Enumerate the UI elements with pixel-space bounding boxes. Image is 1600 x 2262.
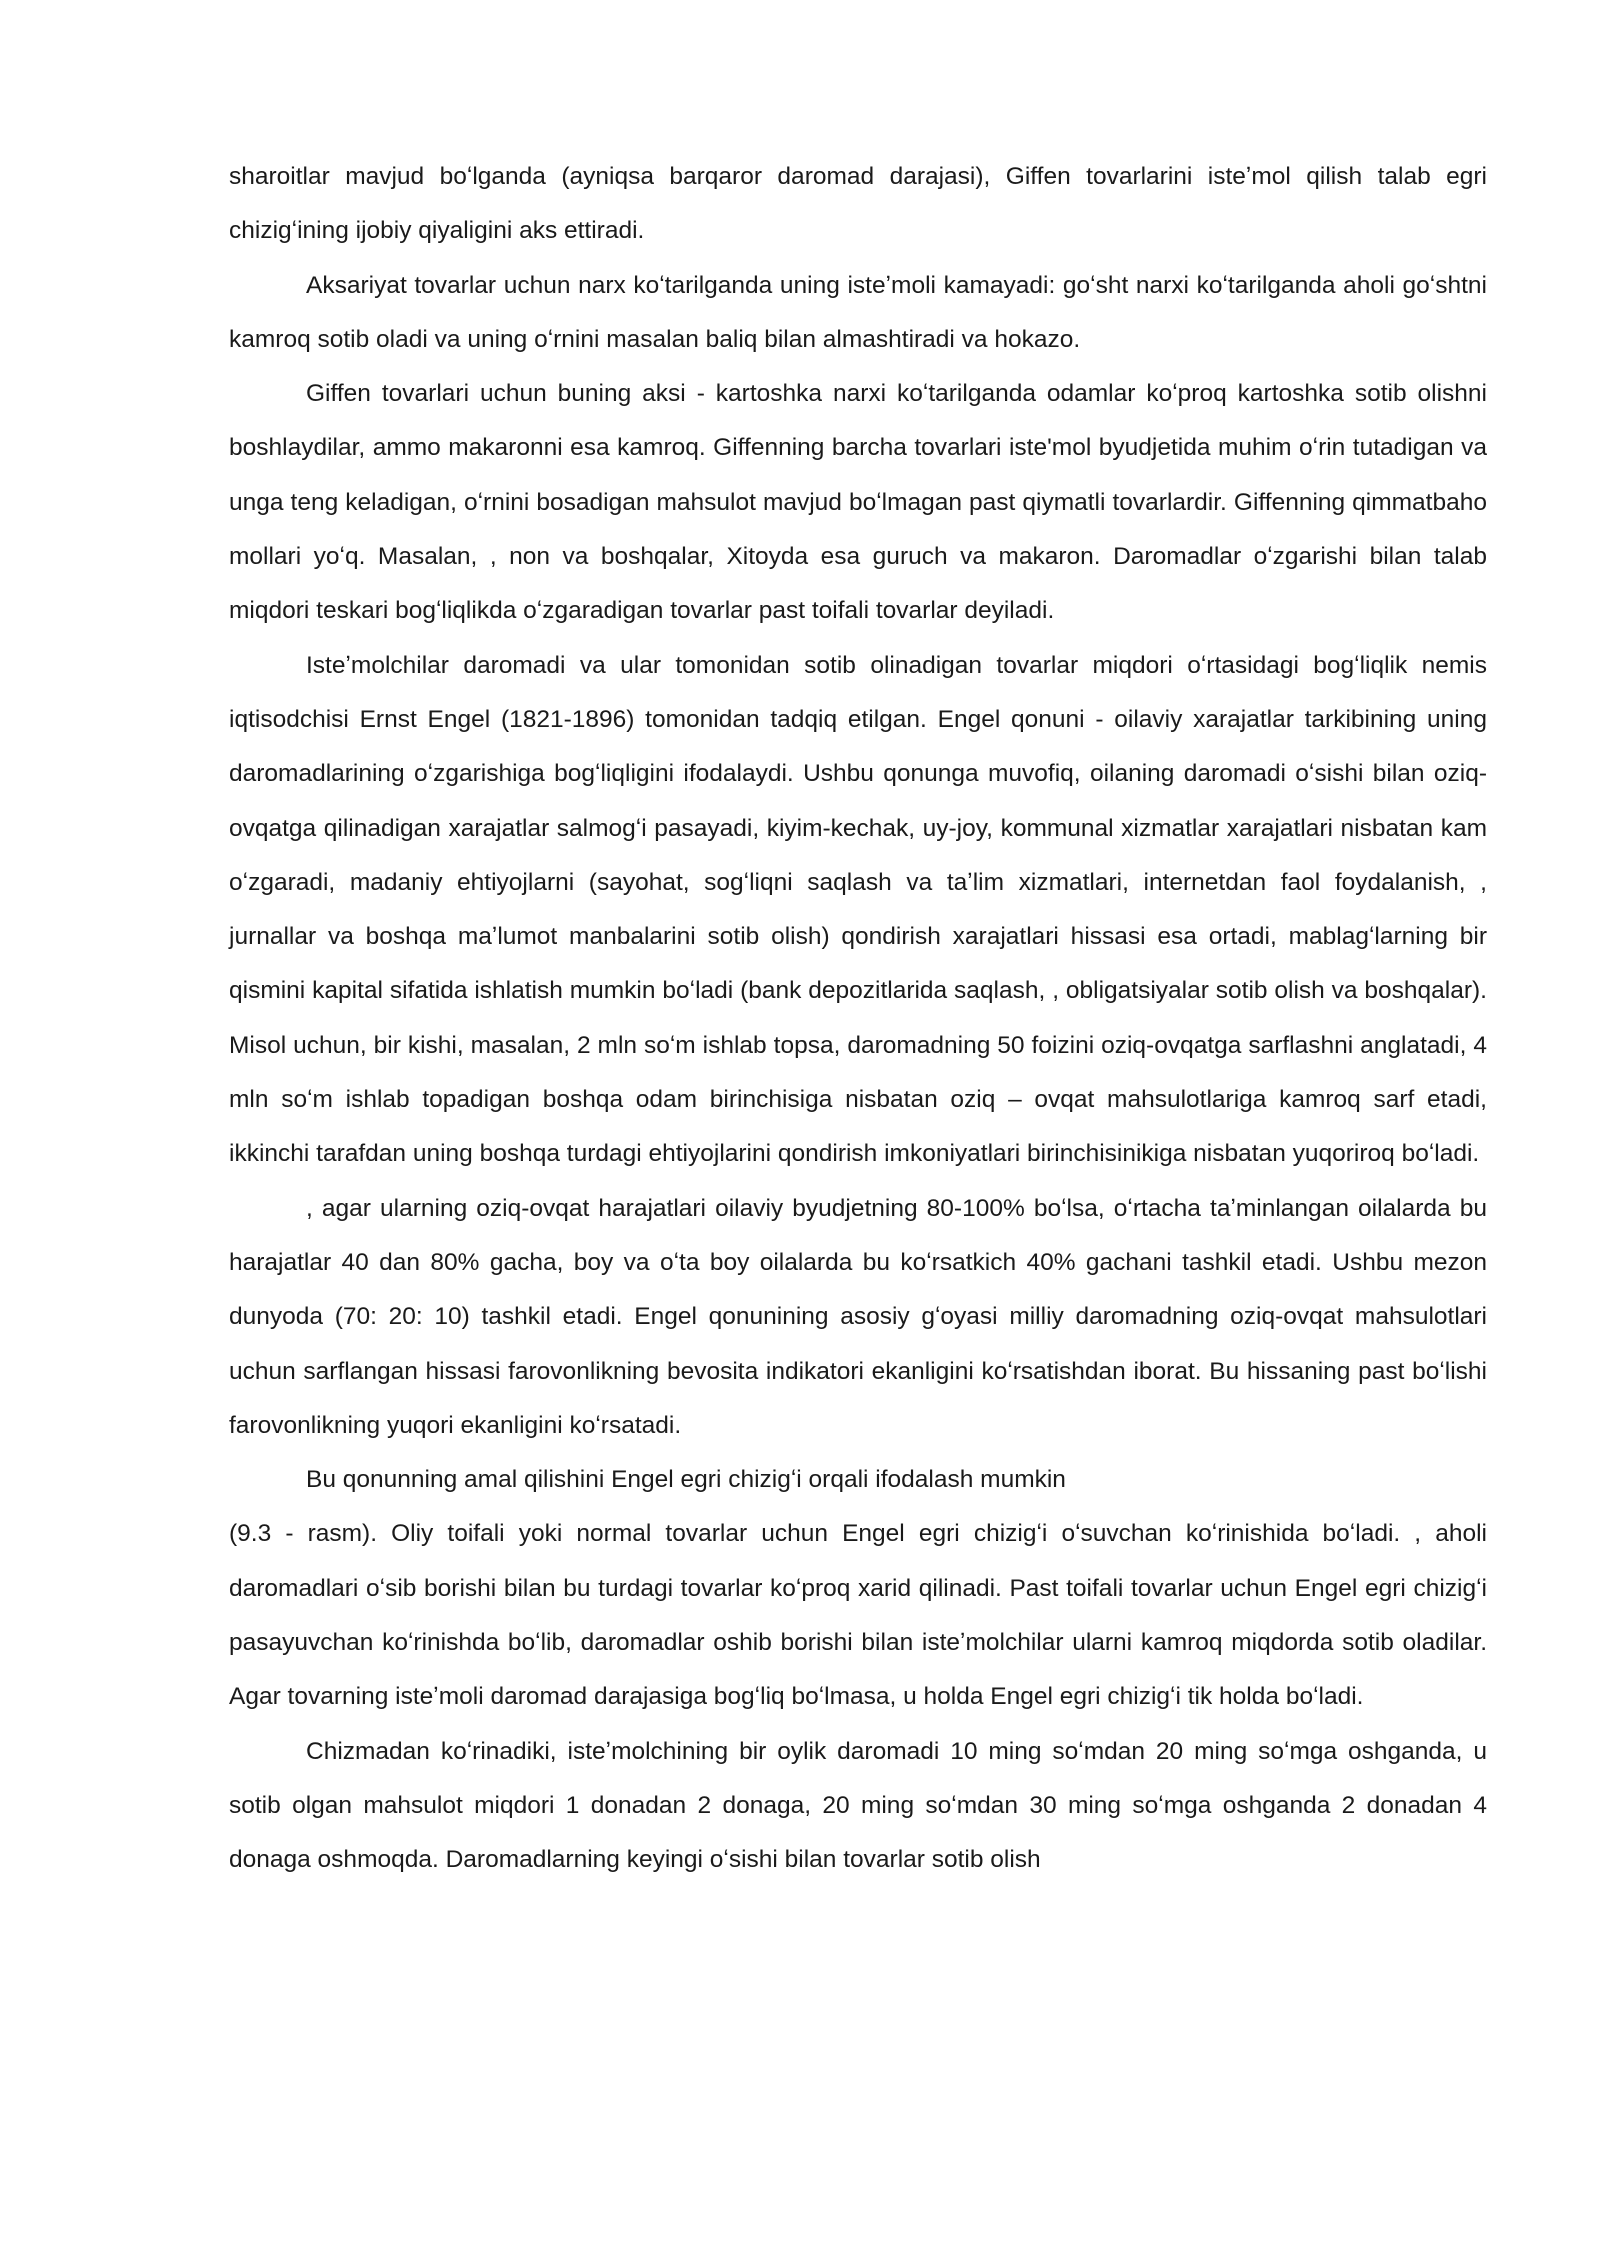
paragraph-engel-curve-types: (9.3 - rasm). Oliy toifali yoki normal tovarlar uchun Engel egri chizigʻi oʻsuvchan koʻrinishida boʻladi. , aholi daromadlari oʻsib borishi bilan bu turdagi tovarlar koʻproq xarid qilinadi. Past toifali tovarlar uchun Engel egri chizigʻi pasayuvchan koʻrinishda boʻlib, daromadlar oshib borishi bilan isteʼmolchilar ularni kamroq miqdorda sotib oladilar. Agar tovarning isteʼmoli daromad darajasiga bogʻliq boʻlmasa, u holda Engel egri chizigʻi tik holda boʻladi. xyxy=(229,1520,1487,1711)
paragraph-normal-goods: Aksariyat tovarlar uchun narx koʻtarilganda uning isteʼmoli kamayadi: goʻsht narxi koʻtarilganda aholi goʻshtni kamroq sotib oladi va uning oʻrnini masalan baliq bilan almashtiradi va hokazo. xyxy=(229,271,1487,353)
paragraph-food-expenses: , agar ularning oziq-ovqat harajatlari oilaviy byudjetning 80-100% boʻlsa, oʻrtacha taʼminlangan oilalarda bu harajatlar 40 dan 80% gacha, boy va oʻta boy oilalarda bu koʻrsatkich 40% gachani tashkil etadi. Ushbu mezon dunyoda (70: 20: 10) tashkil etadi. Engel qonunining asosiy gʻoyasi milliy daromadning oziq-ovqat mahsulotlari uchun sarflangan hissasi farovonlikning bevosita indikatori ekanligini koʻrsatishdan iborat. Bu hissaning past boʻlishi farovonlikning yuqori ekanligini koʻrsatadi. xyxy=(229,1194,1487,1439)
paragraph-engel-law: Isteʼmolchilar daromadi va ular tomonidan sotib olinadigan tovarlar miqdori oʻrtasidagi bogʻliqlik nemis iqtisodchisi Ernst Engel (1821-1896) tomonidan tadqiq etilgan. Engel qonuni - oilaviy xarajatlar tarkibining uning daromadlarining oʻzgarishiga bogʻliqligini ifodalaydi. Ushbu qonunga muvofiq, oilaning daromadi oʻsishi bilan oziq-ovqatga qilinadigan xarajatlar salmogʻi pasayadi, kiyim-kechak, uy-joy, kommunal xizmatlar xarajatlari nisbatan kam oʻzgaradi, madaniy ehtiyojlarni (sayohat, sogʻliqni saqlash va taʼlim xizmatlari, internetdan faol foydalanish, , jurnallar va boshqa maʼlumot manbalarini sotib olish) qondirish xarajatlari hissasi esa ortadi, mablagʻlarning bir qismini kapital sifatida ishlatish mumkin boʻladi (bank depozitlarida saqlash, , obligatsiyalar sotib olish va boshqalar). Misol uchun, bir kishi, masalan, 2 mln soʻm ishlab topsa, daromadning 50 foizini oziq-ovqatga sarflashni anglatadi, 4 mln soʻm ishlab topadigan boshqa odam birinchisiga nisbatan oziq – ovqat mahsulotlariga kamroq sarf etadi, ikkinchi tarafdan uning boshqa turdagi ehtiyojlarini qondirish imkoniyatlari birinchisinikiga nisbatan yuqoriroq boʻladi. xyxy=(229,651,1487,1168)
document-page xyxy=(229,150,1487,1888)
paragraph-engel-curve-intro: Bu qonunning amal qilishini Engel egri chizigʻi orqali ifodalash mumkin xyxy=(306,1466,1066,1494)
paragraph-chart-explanation: Chizmadan koʻrinadiki, isteʼmolchining bir oylik daromadi 10 ming soʻmdan 20 ming soʻmga oshganda, u sotib olgan mahsulot miqdori 1 donadan 2 donaga, 20 ming soʻmdan 30 ming soʻmga oshganda 2 donadan 4 donaga oshmoqda. Daromadlarning keyingi oʻsishi bilan tovarlar sotib olish xyxy=(229,1737,1487,1874)
paragraph-giffen-goods: Giffen tovarlari uchun buning aksi - kartoshka narxi koʻtarilganda odamlar koʻproq kartoshka sotib olishni boshlaydilar, ammo makaronni esa kamroq. Giffenning barcha tovarlari iste'mol byudjetida muhim oʻrin tutadigan va unga teng keladigan, oʻrnini bosadigan mahsulot mavjud boʻlmagan past qiymatli tovarlardir. Giffenning qimmatbaho mollari yoʻq. Masalan, , non va boshqalar, Xitoyda esa guruch va makaron. Daromadlar oʻzgarishi bilan talab miqdori teskari bogʻliqlikda oʻzgaradigan tovarlar past toifali tovarlar deyiladi. xyxy=(229,380,1487,625)
paragraph-giffen-intro-continued: sharoitlar mavjud boʻlganda (ayniqsa barqaror daromad darajasi), Giffen tovarlarini isteʼmol qilish talab egri chizigʻining ijobiy qiyaligini aks ettiradi. xyxy=(229,163,1487,245)
